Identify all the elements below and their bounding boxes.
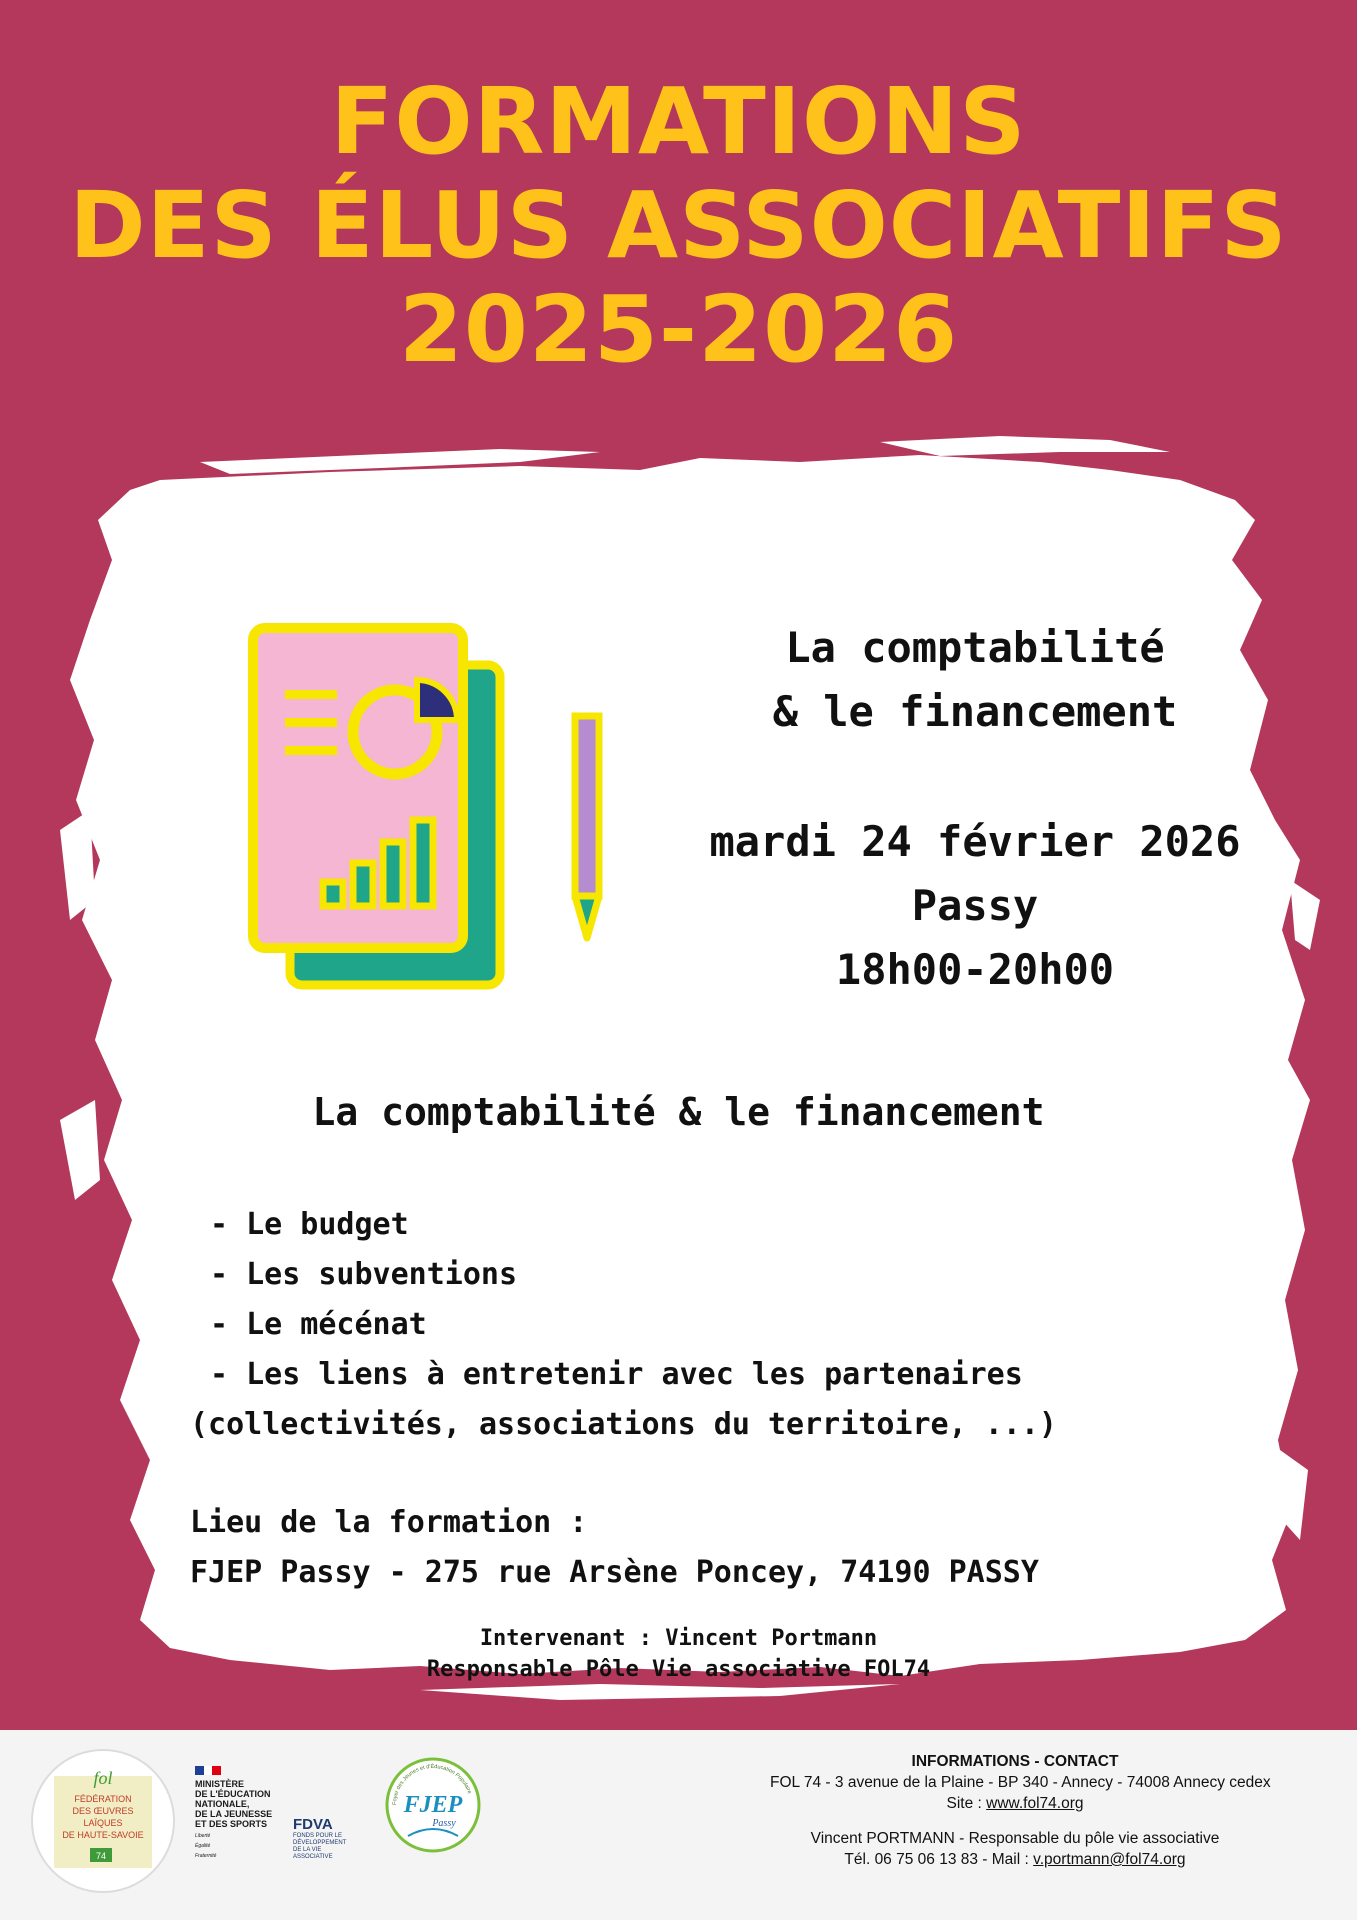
pencil-icon: [575, 716, 599, 938]
event-topic: [650, 616, 1300, 744]
venue-address: FJEP Passy - 275 rue Arsène Poncey, 74190 PASSY: [190, 1555, 1039, 1590]
list-item: - Les subventions: [210, 1257, 518, 1292]
fol-logo: [30, 1748, 176, 1894]
svg-text:LAÏQUES: LAÏQUES: [83, 1818, 123, 1828]
program-list: [190, 1200, 1057, 1450]
svg-text:DES ŒUVRES: DES ŒUVRES: [72, 1806, 134, 1816]
fjep-logo: [378, 1750, 488, 1860]
contact-site: Site : www.fol74.org: [946, 1795, 1084, 1812]
list-item: - Le budget: [210, 1207, 409, 1242]
speaker-name: Intervenant : Vincent Portmann: [479, 1626, 878, 1651]
venue-label: Lieu de la formation :: [190, 1505, 588, 1540]
contact-person: Vincent PORTMANN - Responsable du pôle vie associative: [810, 1830, 1220, 1847]
contact-block: [770, 1751, 1271, 1870]
svg-text:DE HAUTE-SAVOIE: DE HAUTE-SAVOIE: [62, 1830, 144, 1840]
contact-address: FOL 74 - 3 avenue de la Plaine - BP 340 - Annecy - 74008 Annecy cedex: [770, 1774, 1271, 1791]
svg-text:FÉDÉRATION: FÉDÉRATION: [74, 1794, 132, 1804]
venue-block: [190, 1498, 1039, 1598]
french-flag-icon: [195, 1766, 221, 1775]
event-date: mardi 24 février 2026: [709, 817, 1241, 866]
contact-phone-mail: Tél. 06 75 06 13 83 - Mail : v.portmann@fol74.org: [844, 1851, 1186, 1868]
title-line-1: FORMATIONS: [330, 68, 1027, 175]
svg-text:fol: fol: [93, 1768, 113, 1788]
list-item: - Le mécénat: [210, 1307, 427, 1342]
email-link[interactable]: v.portmann@fol74.org: [1033, 1851, 1186, 1868]
ministry-logo: MINISTÈRE DE L'ÉDUCATION NATIONALE, DE LA JEUNESSE ET DES SPORTS Liberté Égalité Fraternité: [195, 1766, 285, 1859]
speaker-block: [0, 1623, 1357, 1685]
list-item-continuation: (collectivités, associations du territoire, ...): [190, 1407, 1057, 1442]
svg-text:74: 74: [95, 1851, 107, 1861]
site-link[interactable]: www.fol74.org: [986, 1795, 1084, 1812]
svg-text:Passy: Passy: [432, 1818, 456, 1829]
svg-text:FJEP: FJEP: [403, 1792, 463, 1818]
list-item: - Les liens à entretenir avec les partenaires: [210, 1357, 1023, 1392]
title-line-3: 2025-2026: [398, 276, 959, 383]
title-line-2: DES ÉLUS ASSOCIATIFS: [69, 172, 1288, 279]
event-time: 18h00-20h00: [835, 945, 1115, 994]
fdva-logo: FDVA FONDS POUR LE DÉVELOPPEMENT DE LA VIE ASSOCIATIVE: [293, 1816, 347, 1860]
event-topic-line-2: & le financement: [772, 687, 1178, 736]
event-details: [650, 810, 1300, 1002]
program-heading: La comptabilité & le financement: [312, 1090, 1045, 1134]
document-chart-icon: [245, 620, 625, 1000]
event-place: Passy: [911, 881, 1039, 930]
event-topic-line-1: La comptabilité: [785, 623, 1165, 672]
speaker-role: Responsable Pôle Vie associative FOL74: [426, 1657, 931, 1682]
svg-text:Foyer des Jeunes et d'Éducatio: Foyer des Jeunes et d'Éducation Populaire: [391, 1763, 473, 1806]
contact-heading: INFORMATIONS - CONTACT: [911, 1753, 1119, 1770]
